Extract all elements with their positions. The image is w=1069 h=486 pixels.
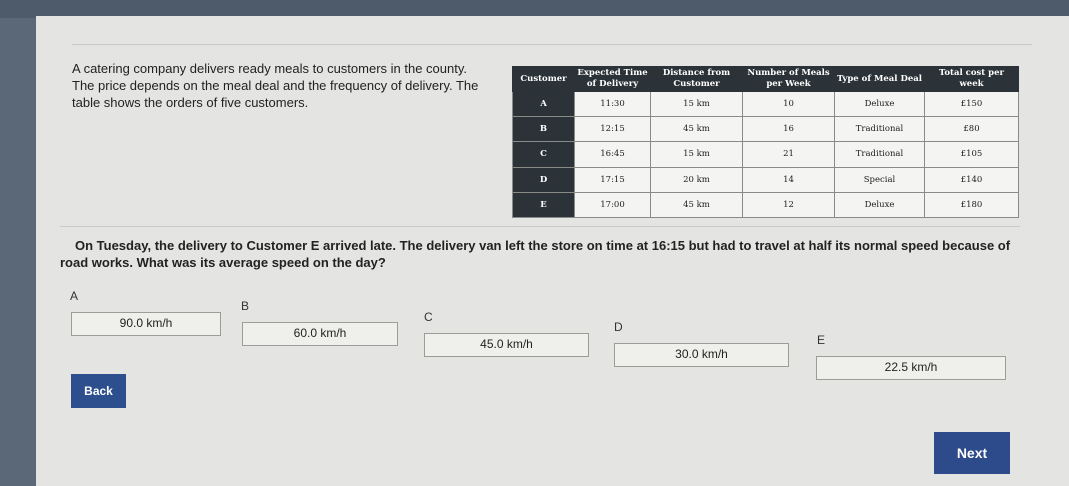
cell-time: 17:15 (575, 167, 651, 192)
cell-customer: E (513, 192, 575, 217)
cell-deal: Deluxe (835, 192, 925, 217)
question-text: On Tuesday, the delivery to Customer E arrived late. The delivery van left the store on time at 16:15 but had to travel at half its normal speed because of road works. What was its average speed on the day? (60, 238, 1011, 270)
cell-meals: 12 (743, 192, 835, 217)
cell-meals: 10 (743, 92, 835, 117)
cell-meals: 16 (743, 117, 835, 142)
header-meals-per-week: Number of Meals per Week (743, 67, 835, 92)
cell-distance: 15 km (651, 142, 743, 167)
divider-top (72, 44, 1032, 45)
cell-customer: C (513, 142, 575, 167)
option-e-button[interactable]: 22.5 km/h (816, 356, 1006, 380)
cell-cost: £80 (925, 117, 1019, 142)
cell-customer: A (513, 92, 575, 117)
cell-distance: 20 km (651, 167, 743, 192)
header-meal-deal: Type of Meal Deal (835, 67, 925, 92)
option-a-letter: A (70, 289, 79, 303)
table-row (513, 117, 1019, 142)
option-c-letter: C (424, 310, 433, 324)
option-b-button[interactable]: 60.0 km/h (242, 322, 398, 346)
cell-cost: £180 (925, 192, 1019, 217)
header-customer: Customer (513, 67, 575, 92)
option-d-letter: D (614, 320, 623, 334)
option-e-letter: E (817, 333, 826, 347)
orders-table (512, 66, 1019, 218)
divider-middle (60, 226, 1020, 227)
intro-text: A catering company delivers ready meals to customers in the county. The price depends on the meal deal and the frequency of delivery. The table shows the orders of five customers. (72, 61, 479, 110)
cell-customer: B (513, 117, 575, 142)
cell-deal: Traditional (835, 142, 925, 167)
cell-distance: 45 km (651, 117, 743, 142)
cell-deal: Special (835, 167, 925, 192)
cell-distance: 45 km (651, 192, 743, 217)
cell-distance: 15 km (651, 92, 743, 117)
cell-time: 12:15 (575, 117, 651, 142)
header-distance: Distance from Customer (651, 67, 743, 92)
cell-customer: D (513, 167, 575, 192)
header-expected-time: Expected Time of Delivery (575, 67, 651, 92)
option-c-button[interactable]: 45.0 km/h (424, 333, 589, 357)
cell-time: 16:45 (575, 142, 651, 167)
cell-cost: £140 (925, 167, 1019, 192)
back-button[interactable]: Back (71, 374, 126, 408)
option-a-button[interactable]: 90.0 km/h (71, 312, 221, 336)
cell-time: 11:30 (575, 92, 651, 117)
table-row (513, 167, 1019, 192)
table-row (513, 142, 1019, 167)
cell-meals: 21 (743, 142, 835, 167)
cell-cost: £150 (925, 92, 1019, 117)
option-d-button[interactable]: 30.0 km/h (614, 343, 789, 367)
table-row (513, 192, 1019, 217)
cell-cost: £105 (925, 142, 1019, 167)
cell-time: 17:00 (575, 192, 651, 217)
cell-deal: Traditional (835, 117, 925, 142)
cell-meals: 14 (743, 167, 835, 192)
cell-deal: Deluxe (835, 92, 925, 117)
header-total-cost: Total cost per week (925, 67, 1019, 92)
next-button[interactable]: Next (934, 432, 1010, 474)
table-row (513, 92, 1019, 117)
table-header-row (513, 67, 1019, 92)
option-b-letter: B (241, 299, 250, 313)
